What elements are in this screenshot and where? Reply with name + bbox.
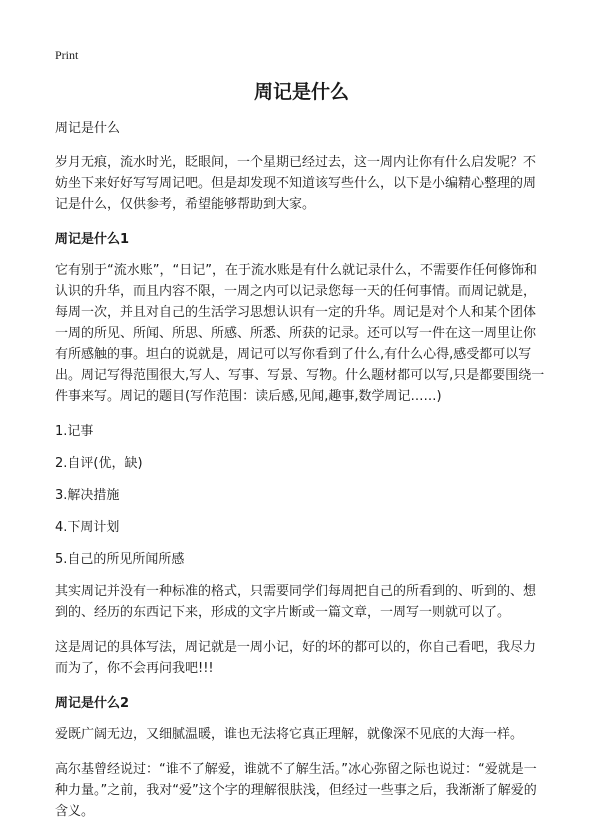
section-1-paragraph-2: 其实周记并没有一种标准的格式，只需要同学们每周把自己的所看到的、听到的、想到的、经历的东西记下来，形成的文字片断或一篇文章，一周写一则就可以了。	[55, 584, 537, 620]
section-2-heading: 周记是什么2	[55, 696, 130, 711]
print-link[interactable]: Print	[55, 48, 79, 62]
document-subtitle: 周记是什么	[55, 121, 121, 136]
section-2-paragraph-2: 高尔基曾经说过：“谁不了解爱，谁就不了解生活。”冰心弥留之际也说过：“爱就是一种力量。”之前，我对“爱”这个字的理解很肤浅，但经过一些事之后，我渐渐了解爱的含义。	[55, 762, 537, 819]
document-body	[55, 118, 548, 836]
list-item: 2.自评(优，缺)	[55, 456, 143, 471]
list-item: 1.记事	[55, 424, 94, 439]
section-2-paragraph-1: 爱既广阔无边，又细腻温暖，谁也无法将它真正理解，就像深不见底的大海一样。	[55, 727, 524, 742]
list-item: 5.自己的所见所闻所感	[55, 552, 185, 567]
section-1-paragraph-3: 这是周记的具体写法，周记就是一周小记，好的坏的都可以的，你自己看吧，我尽力而为了，你不会再问我吧!!!	[55, 640, 537, 676]
page-title: 周记是什么	[253, 81, 349, 103]
section-1-paragraph-1: 它有别于“流水账”，“日记”，在于流水账是有什么就记录什么，不需要作任何修饰和认识的升华，而且内容不限，一周之内可以记录您每一天的任何事情。而周记就是，每周一次，并且对自己的生活学习思想认识有一定的升华。周记是对个人和某个团体一周的所见、所闻、所思、所感、所悉、所获的记录。还可以写一件在这一周里让你有所感触的事。坦白的说就是，周记可以写你看到了什么,有什么心得,感受都可以写出。周记写得范围很大,写人、写事、写景、写物。什么题材都可以写,只是都要围绕一件事来写。周记的题目(写作范围：读后感,见闻,趣事,数学周记……)	[55, 263, 545, 404]
list-item: 4.下周计划	[55, 520, 120, 535]
section-1-heading: 周记是什么1	[55, 232, 130, 247]
intro-paragraph: 岁月无痕，流水时光，眨眼间，一个星期已经过去，这一周内让你有什么启发呢？不妨坐下来好好写写周记吧。但是却发现不知道该写些什么，以下是小编精心整理的周记是什么，仅供参考，希望能够帮助到大家。	[55, 155, 537, 212]
list-item: 3.解决措施	[55, 488, 120, 503]
